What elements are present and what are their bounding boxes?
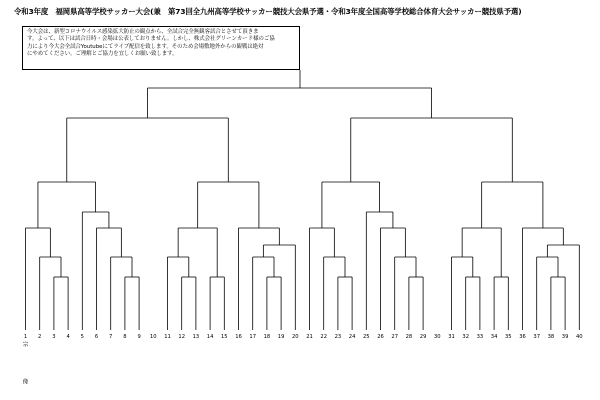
team-slot (434, 334, 441, 340)
team-slot (235, 334, 242, 340)
team-slot (349, 334, 356, 340)
team-slot (221, 334, 228, 340)
team-number: 12 (178, 334, 186, 340)
team-slot (406, 334, 413, 340)
team-number: 10 (149, 334, 157, 340)
team-slot (505, 334, 512, 340)
team-slot (491, 334, 498, 340)
team-slot (109, 334, 112, 340)
team-slot (207, 334, 214, 340)
team-number: 5 (80, 334, 84, 340)
team-number: 18 (263, 334, 271, 340)
team-number: 33 (476, 334, 484, 340)
team-slot (391, 334, 398, 340)
team-number: 28 (405, 334, 413, 340)
team-slot (264, 334, 271, 340)
team-slot (137, 334, 140, 340)
team-number: 3 (52, 334, 56, 340)
team-number: 16 (235, 334, 242, 340)
team-number: 7 (109, 334, 113, 340)
team-number: 27 (391, 334, 399, 340)
team-number: 17 (249, 334, 257, 340)
team-slot (462, 334, 469, 340)
page-title: 令和3年度 福岡県高等学校サッカー大会(兼 第73回全九州高等学校サッカー競技大会県予選・令和3年度全国高等学校総合体育大会サッカー競技県予選) (14, 7, 522, 16)
notice-line: にやめてください。ご理解とご協力を宜しくお願い致します。 (27, 51, 178, 58)
team-labels (23, 334, 583, 386)
team-slot (38, 334, 41, 340)
team-slot (66, 334, 70, 340)
team-slot (95, 334, 98, 340)
team-number: 13 (192, 334, 200, 340)
team-slot (306, 334, 313, 340)
team-number: 38 (547, 334, 555, 340)
team-slot (548, 334, 555, 340)
team-slot (335, 334, 342, 340)
team-number: 34 (490, 334, 498, 340)
notice-line: 今大会は、新型コロナウイルス感染拡大防止の観点から、全試合完全無観客試合とさせて頂きま (27, 29, 259, 35)
team-number: 31 (448, 334, 455, 340)
team-number: 20 (291, 334, 299, 340)
team-slot (23, 334, 29, 386)
team-number: 6 (94, 334, 99, 340)
team-number: 37 (533, 334, 541, 340)
team-slot (193, 334, 200, 340)
team-slot (178, 334, 185, 340)
team-slot (123, 334, 126, 340)
team-number: 4 (66, 334, 70, 340)
notice-line: す。よって、以下は試合日時・会場は公表しておりません。しかし、株式会社グリーンカード様のご協 (27, 36, 275, 43)
team-slot (377, 334, 384, 340)
team-slot (278, 334, 285, 340)
team-number: 25 (362, 334, 370, 340)
team-slot (562, 334, 569, 340)
team-number: 11 (164, 334, 171, 340)
team-name-char: 宗 (22, 342, 29, 348)
notice-line: 力により今大会全試合Youtubeにてライブ配信を致します。そのため会場敷地外からの観戦は絶対 (27, 43, 264, 50)
team-number: 2 (38, 334, 42, 340)
team-slot (81, 334, 84, 340)
team-number: 22 (320, 334, 328, 340)
team-number: 8 (123, 334, 127, 340)
team-slot (420, 334, 427, 340)
team-number: 15 (220, 334, 228, 340)
team-slot (292, 334, 299, 340)
team-number: 23 (334, 334, 342, 340)
team-number: 19 (277, 334, 285, 340)
team-slot (164, 334, 171, 340)
team-slot (477, 334, 484, 340)
team-slot (320, 334, 327, 340)
team-number: 14 (206, 334, 214, 340)
team-slot (52, 334, 55, 340)
team-slot (576, 334, 583, 340)
team-number: 39 (561, 334, 569, 340)
team-slot (448, 334, 455, 340)
team-slot (150, 334, 157, 340)
team-number: 29 (419, 334, 427, 340)
team-number: 36 (519, 334, 526, 340)
team-number: 40 (575, 334, 583, 340)
team-slot (363, 334, 370, 340)
team-number: 9 (137, 334, 141, 340)
team-name-char: 像 (22, 379, 29, 386)
team-number: 30 (433, 334, 441, 340)
team-slot (249, 334, 256, 340)
team-number: 21 (306, 334, 313, 340)
team-slot (519, 334, 526, 340)
team-number: 26 (377, 334, 384, 340)
bracket-lines (26, 88, 580, 330)
team-slot (533, 334, 540, 340)
team-number: 32 (462, 334, 470, 340)
team-number: 1 (23, 334, 28, 340)
team-number: 24 (348, 334, 356, 340)
team-number: 35 (504, 334, 512, 340)
